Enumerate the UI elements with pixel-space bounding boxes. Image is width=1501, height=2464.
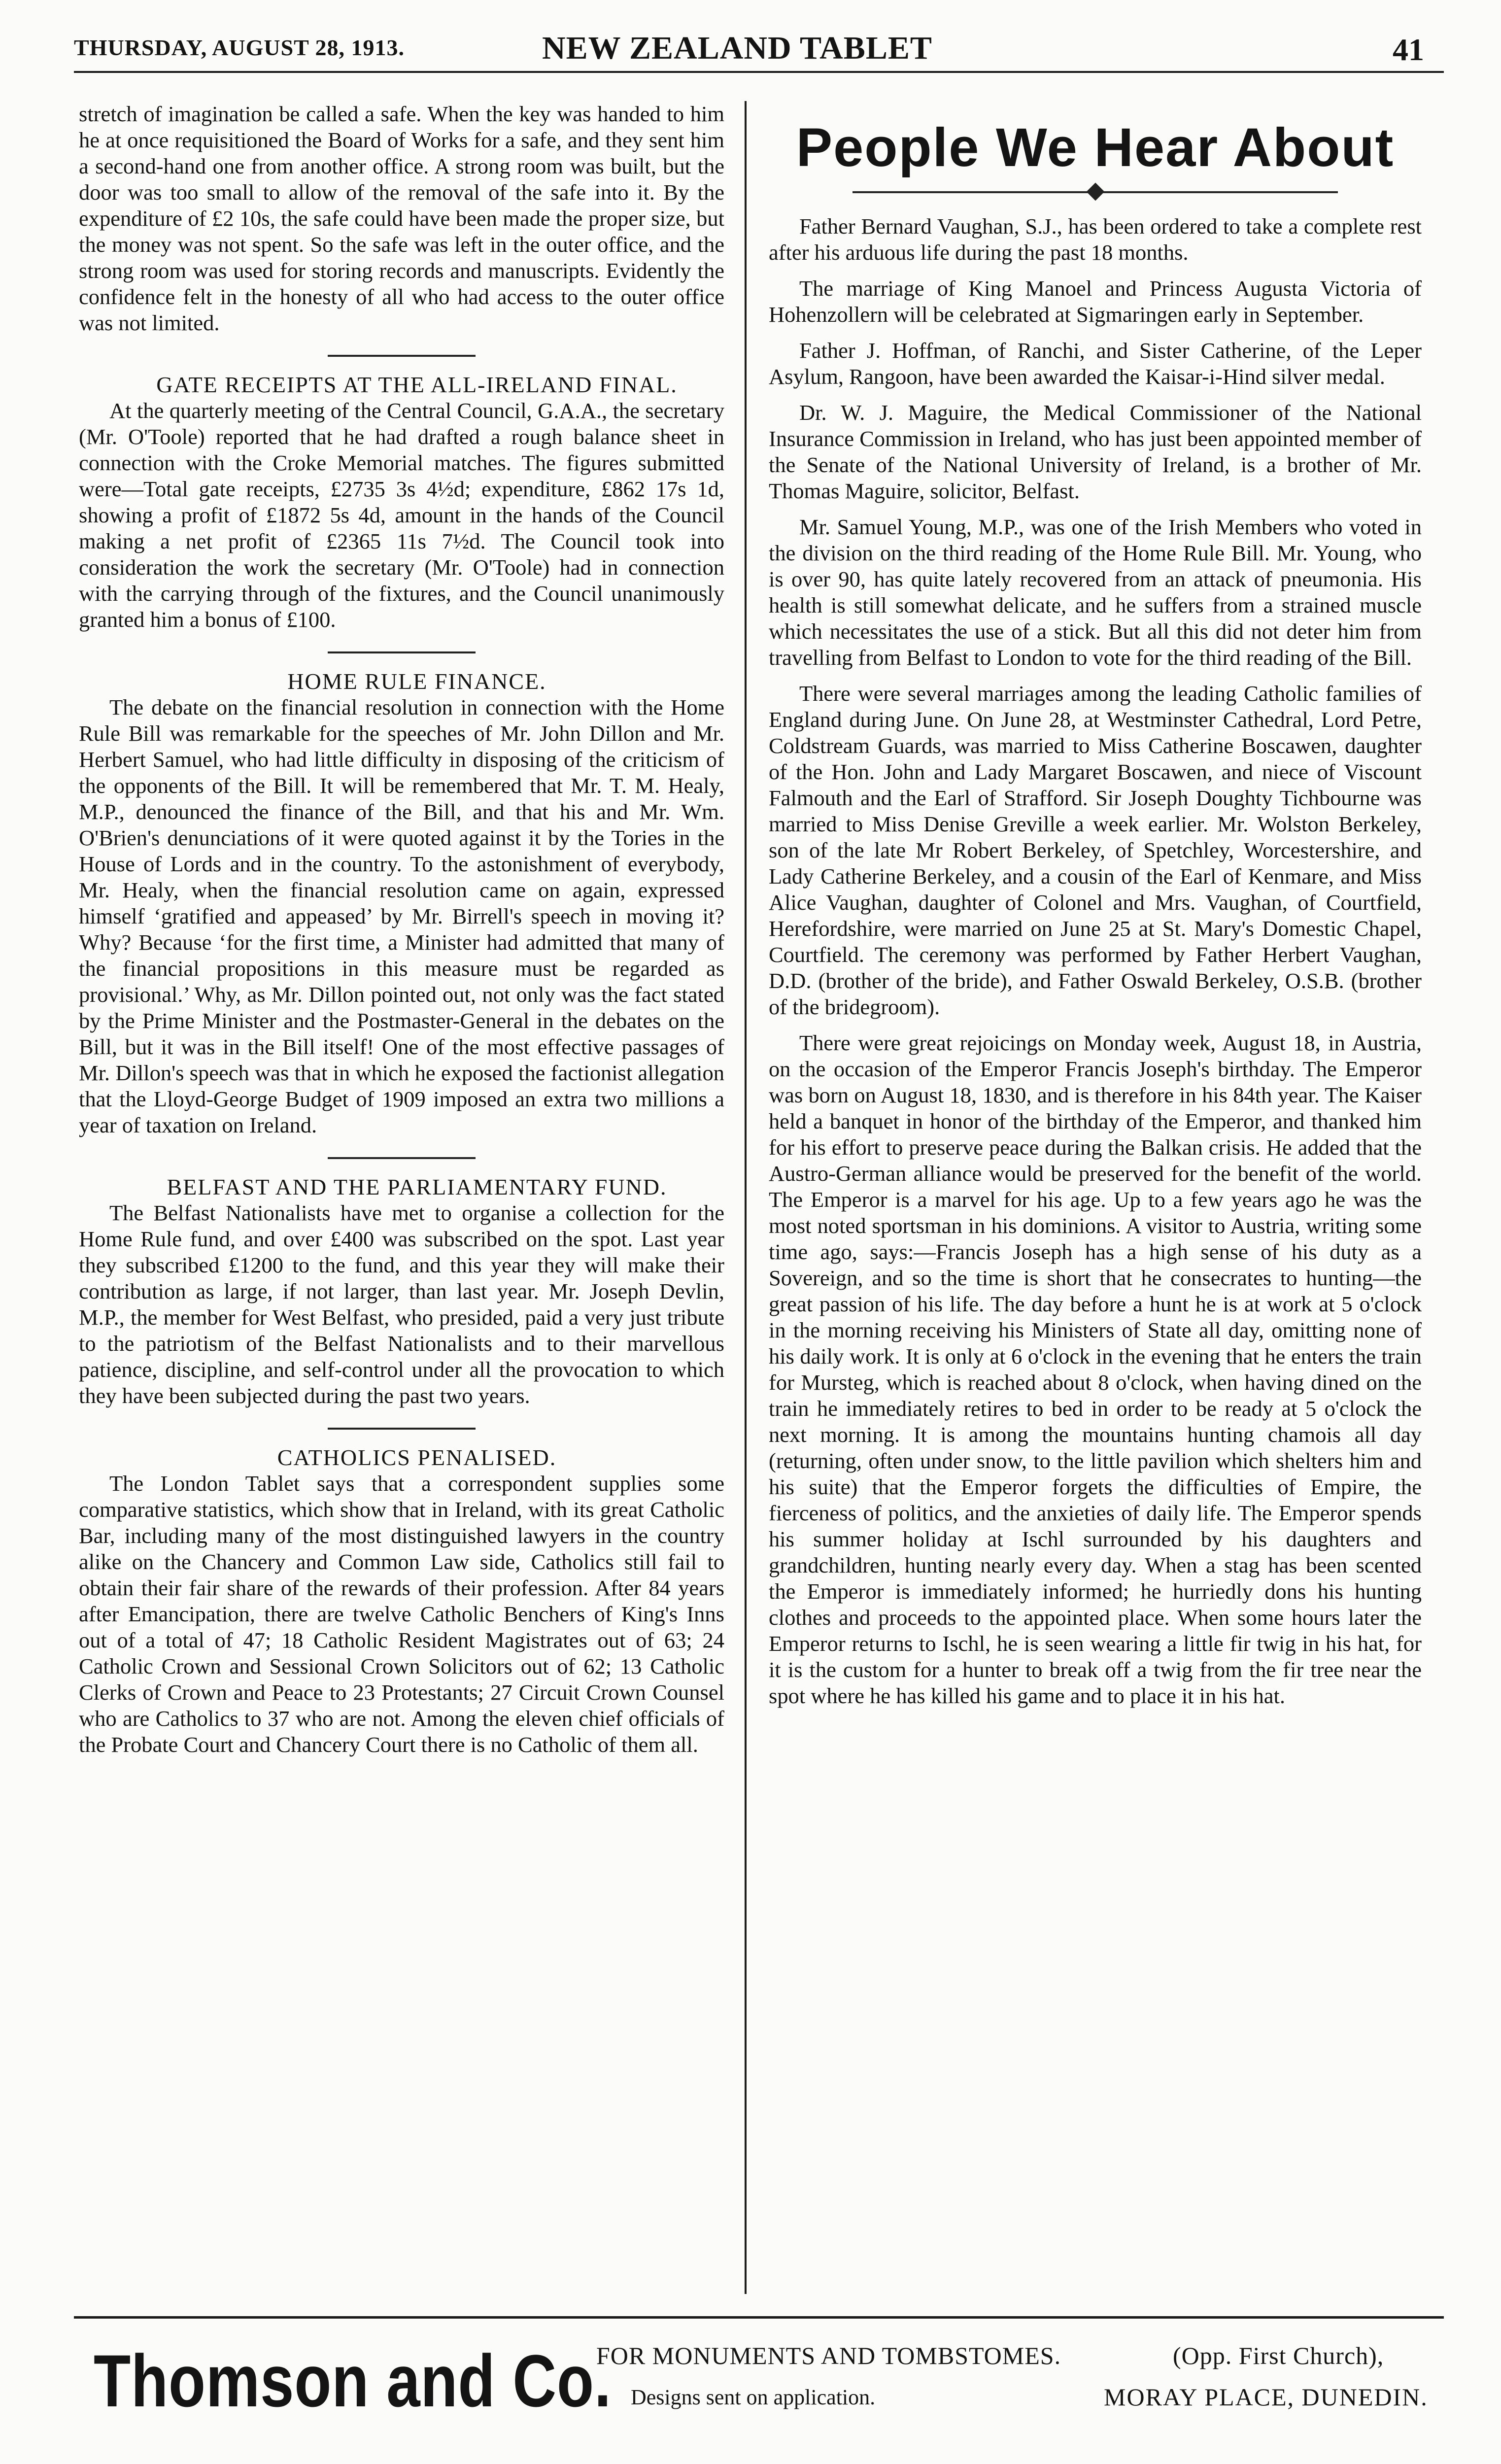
ad-address: MORAY PLACE, DUNEDIN. <box>1104 2383 1428 2411</box>
section-body-gate-receipts: At the quarterly meeting of the Central Council, G.A.A., the secretary (Mr. O'Toole) reported that he had drafted a rough balance sheet in connection with the Croke Memorial matches. The figures submitted were—Total gate receipts, £2735 3s 4½d; expenditure, £862 17s 1d, showing a profit of £1872 5s 4d, amount in the hands of the Council making a net profit of £2365 11s 7½d. The Council took into consideration the work the secretary (Mr. O'Toole) had in connection with the carrying through of the fixtures, and the Council unanimously granted him a bonus of £100. <box>79 398 724 632</box>
section-heading-home-rule-finance: HOME RULE FINANCE. <box>287 669 546 694</box>
feature-title: People We Hear About <box>796 117 1395 178</box>
right-column <box>769 101 1422 2294</box>
ad-designs-note: Designs sent on application. <box>631 2385 876 2409</box>
section-heading-catholics-penalised: CATHOLICS PENALISED. <box>277 1445 557 1470</box>
newspaper-title: NEW ZEALAND TABLET <box>542 30 932 66</box>
advertiser-name: Thomson and Co. <box>94 2339 612 2422</box>
issue-date: THURSDAY, AUGUST 28, 1913. <box>74 35 405 60</box>
section-body-belfast-fund: The Belfast Nationalists have met to organise a collection for the Home Rule fund, and over £400 was subscribed on the spot. Last year they subscribed £1200 to the fund, and this year they will make their contribution as large, if not larger, than last year. Mr. Joseph Devlin, M.P., the member for West Belfast, who presided, paid a very just tribute to the patriotism of the Belfast Nationalists and to their marvellous patience, discipline, and self-control under all the provocation to which they have been subjected during the past two years. <box>79 1200 724 1408</box>
section-body-home-rule-finance: The debate on the financial resolution in connection with the Home Rule Bill was remarkable for the speeches of Mr. John Dillon and Mr. Herbert Samuel, who had little difficulty in disposing of the criticism of the opponents of the Bill. It will be remembered that Mr. T. M. Healy, M.P., denounced the finance of the Bill, and that his and Mr. Wm. O'Brien's denunciations of it were quoted against it by the Tories in the House of Lords and in the country. To the astonishment of everybody, Mr. Healy, when the financial resolution came on again, expressed himself ‘gratified and appeased’ by Mr. Birrell's speech in moving it? Why? Because ‘for the first time, a Minister had admitted that many of the financial propositions in this measure must be regarded as provisional.’ Why, as Mr. Dillon pointed out, not only was the fact stated by the Prime Minister and the Postmaster-General in the debates on the Bill, but it was in the Bill itself! One of the most effective passages of Mr. Dillon's speech was that in which he exposed the factionist allegation that the Lloyd-George Budget of 1909 imposed an extra two millions a year of taxation on Ireland. <box>79 695 724 1137</box>
continued-paragraph: stretch of imagination be called a safe. When the key was handed to him he at once requisitioned the Board of Works for a safe, and they sent him a second-hand one from another office. A strong room was built, but the door was too small to allow of the removal of the safe into it. By the expenditure of £2 10s, the safe could have been made the proper size, but the money was not spent. So the safe was left in the outer office, and the strong room was used for storing records and manuscripts. Evidently the confidence felt in the honesty of all who had access to the outer office was not limited. <box>79 102 724 335</box>
ad-services: FOR MONUMENTS AND TOMBSTOMES. <box>596 2342 1061 2369</box>
left-column <box>79 101 724 2294</box>
news-item: Dr. W. J. Maguire, the Medical Commissioner of the National Insurance Commission in Ireland, who has just been appointed member of the Senate of the National University of Ireland, is a brother of Mr. Thomas Maguire, solicitor, Belfast. <box>769 400 1422 503</box>
footer-divider <box>74 2316 1444 2319</box>
section-divider <box>328 651 476 653</box>
news-item: Father J. Hoffman, of Ranchi, and Sister Catherine, of the Leper Asylum, Rangoon, have been awarded the Kaisar-i-Hind silver medal. <box>769 338 1422 389</box>
section-body-catholics-penalised: The London Tablet says that a correspondent supplies some comparative statistics, which show that in Ireland, with its great Catholic Bar, including many of the most distinguished lawyers in the country alike on the Chancery and Common Law side, Catholics still fail to obtain their fair share of the rewards of their profession. After 84 years after Emancipation, there are twelve Catholic Benchers of King's Inns out of a total of 47; 18 Catholic Resident Magistrates out of 63; 24 Catholic Crown and Sessional Crown Solicitors out of 62; 13 Catholic Clerks of Crown and Peace to 23 Protestants; 27 Circuit Crown Counsel who are Catholics to 37 who are not. Among the eleven chief officials of the Probate Court and Chancery Court there is no Catholic of them all. <box>79 1471 724 1757</box>
section-divider <box>328 1157 476 1159</box>
page-header <box>74 28 1444 73</box>
section-divider <box>328 1428 476 1430</box>
section-heading-gate-receipts: GATE RECEIPTS AT THE ALL-IRELAND FINAL. <box>156 372 678 397</box>
section-divider <box>328 355 476 357</box>
news-item: Mr. Samuel Young, M.P., was one of the Irish Members who voted in the division on the third reading of the Home Rule Bill. Mr. Young, who is over 90, has quite lately recovered from an attack of pneumonia. His health is still somewhat delicate, and he suffers from a strained muscle which necessitates the use of a stick. But all this did not deter him from travelling from Belfast to London to vote for the third reading of the Bill. <box>769 514 1422 670</box>
section-heading-belfast-fund: BELFAST AND THE PARLIAMENTARY FUND. <box>167 1174 667 1199</box>
news-item: The marriage of King Manoel and Princess Augusta Victoria of Hohenzollern will be celebrated at Sigmaringen early in September. <box>769 276 1422 327</box>
ad-location-note: (Opp. First Church), <box>1173 2342 1384 2369</box>
news-item: There were great rejoicings on Monday week, August 18, in Austria, on the occasion of the Emperor Francis Joseph's birthday. The Emperor was born on August 18, 1830, and is therefore in his 84th year. The Kaiser held a banquet in honor of the birthday of the Emperor, and thanked him for his effort to preserve peace during the Balkan crisis. He added that the Austro-German alliance would be preserved for the benefit of the world. The Emperor is a marvel for his age. Up to a few years ago he was the most noted sportsman in his dominions. A visitor to Austria, writing some time ago, says:—Francis Joseph has a high sense of his duty as a Sovereign, and so the time is short that he consecrates to hunting—the great passion of his life. The day before a hunt he is at work at 5 o'clock in the morning receiving his Ministers of State all day, omitting none of his daily work. It is only at 6 o'clock in the evening that he enters the train for Mursteg, which is reached about 8 o'clock, when having dined on the train he immediately retires to bed in order to be ready at 5 o'clock the next morning. It is among the mountains hunting chamois all day (returning, often under snow, to the little pavilion which shelters him and his suite) that the Emperor forgets the difficulties of Empire, the fierceness of politics, and the anxieties of daily life. The Emperor spends his summer holiday at Ischl surrounded by his daughters and grandchildren, hunting nearly every day. When a stag has been scented the Emperor is immediately informed; he hurriedly dons his hunting clothes and proceeds to the appointed place. When some hours later the Emperor returns to Ischl, he is seen wearing a little fir twig in his hat, for it is the custom for a hunter to break off a twig from the fir tree near the spot where he has killed his game and to place it in his hat. <box>769 1030 1422 1708</box>
advertisement <box>74 2333 1444 2432</box>
title-ornament <box>769 184 1422 201</box>
news-item: Father Bernard Vaughan, S.J., has been ordered to take a complete rest after his arduous life during the past 18 months. <box>769 214 1422 265</box>
page-number: 41 <box>1393 32 1424 67</box>
diamond-ornament-icon <box>1086 183 1104 201</box>
column-divider <box>745 101 747 2294</box>
news-item: There were several marriages among the leading Catholic families of England during June. On June 28, at Westminster Cathedral, Lord Petre, Coldstream Guards, was married to Miss Catherine Boscawen, daughter of the Hon. John and Lady Margaret Boscawen, and niece of Viscount Falmouth and the Earl of Strafford. Sir Joseph Doughty Tichbourne was married to Miss Denise Greville a week earlier. Mr. Wolston Berkeley, son of the late Mr Robert Berkeley, of Spetchley, Worcestershire, and Lady Catherine Berkeley, and a cousin of the Earl of Kenmare, and Miss Alice Vaughan, daughter of Colonel and Mrs. Vaughan, of Courtfield, Herefordshire, were married on June 25 at St. Mary's Domestic Chapel, Courtfield. The ceremony was performed by Father Herbert Vaughan, D.D. (brother of the bride), and Father Oswald Berkeley, O.S.B. (brother of the bridegroom). <box>769 681 1422 1019</box>
